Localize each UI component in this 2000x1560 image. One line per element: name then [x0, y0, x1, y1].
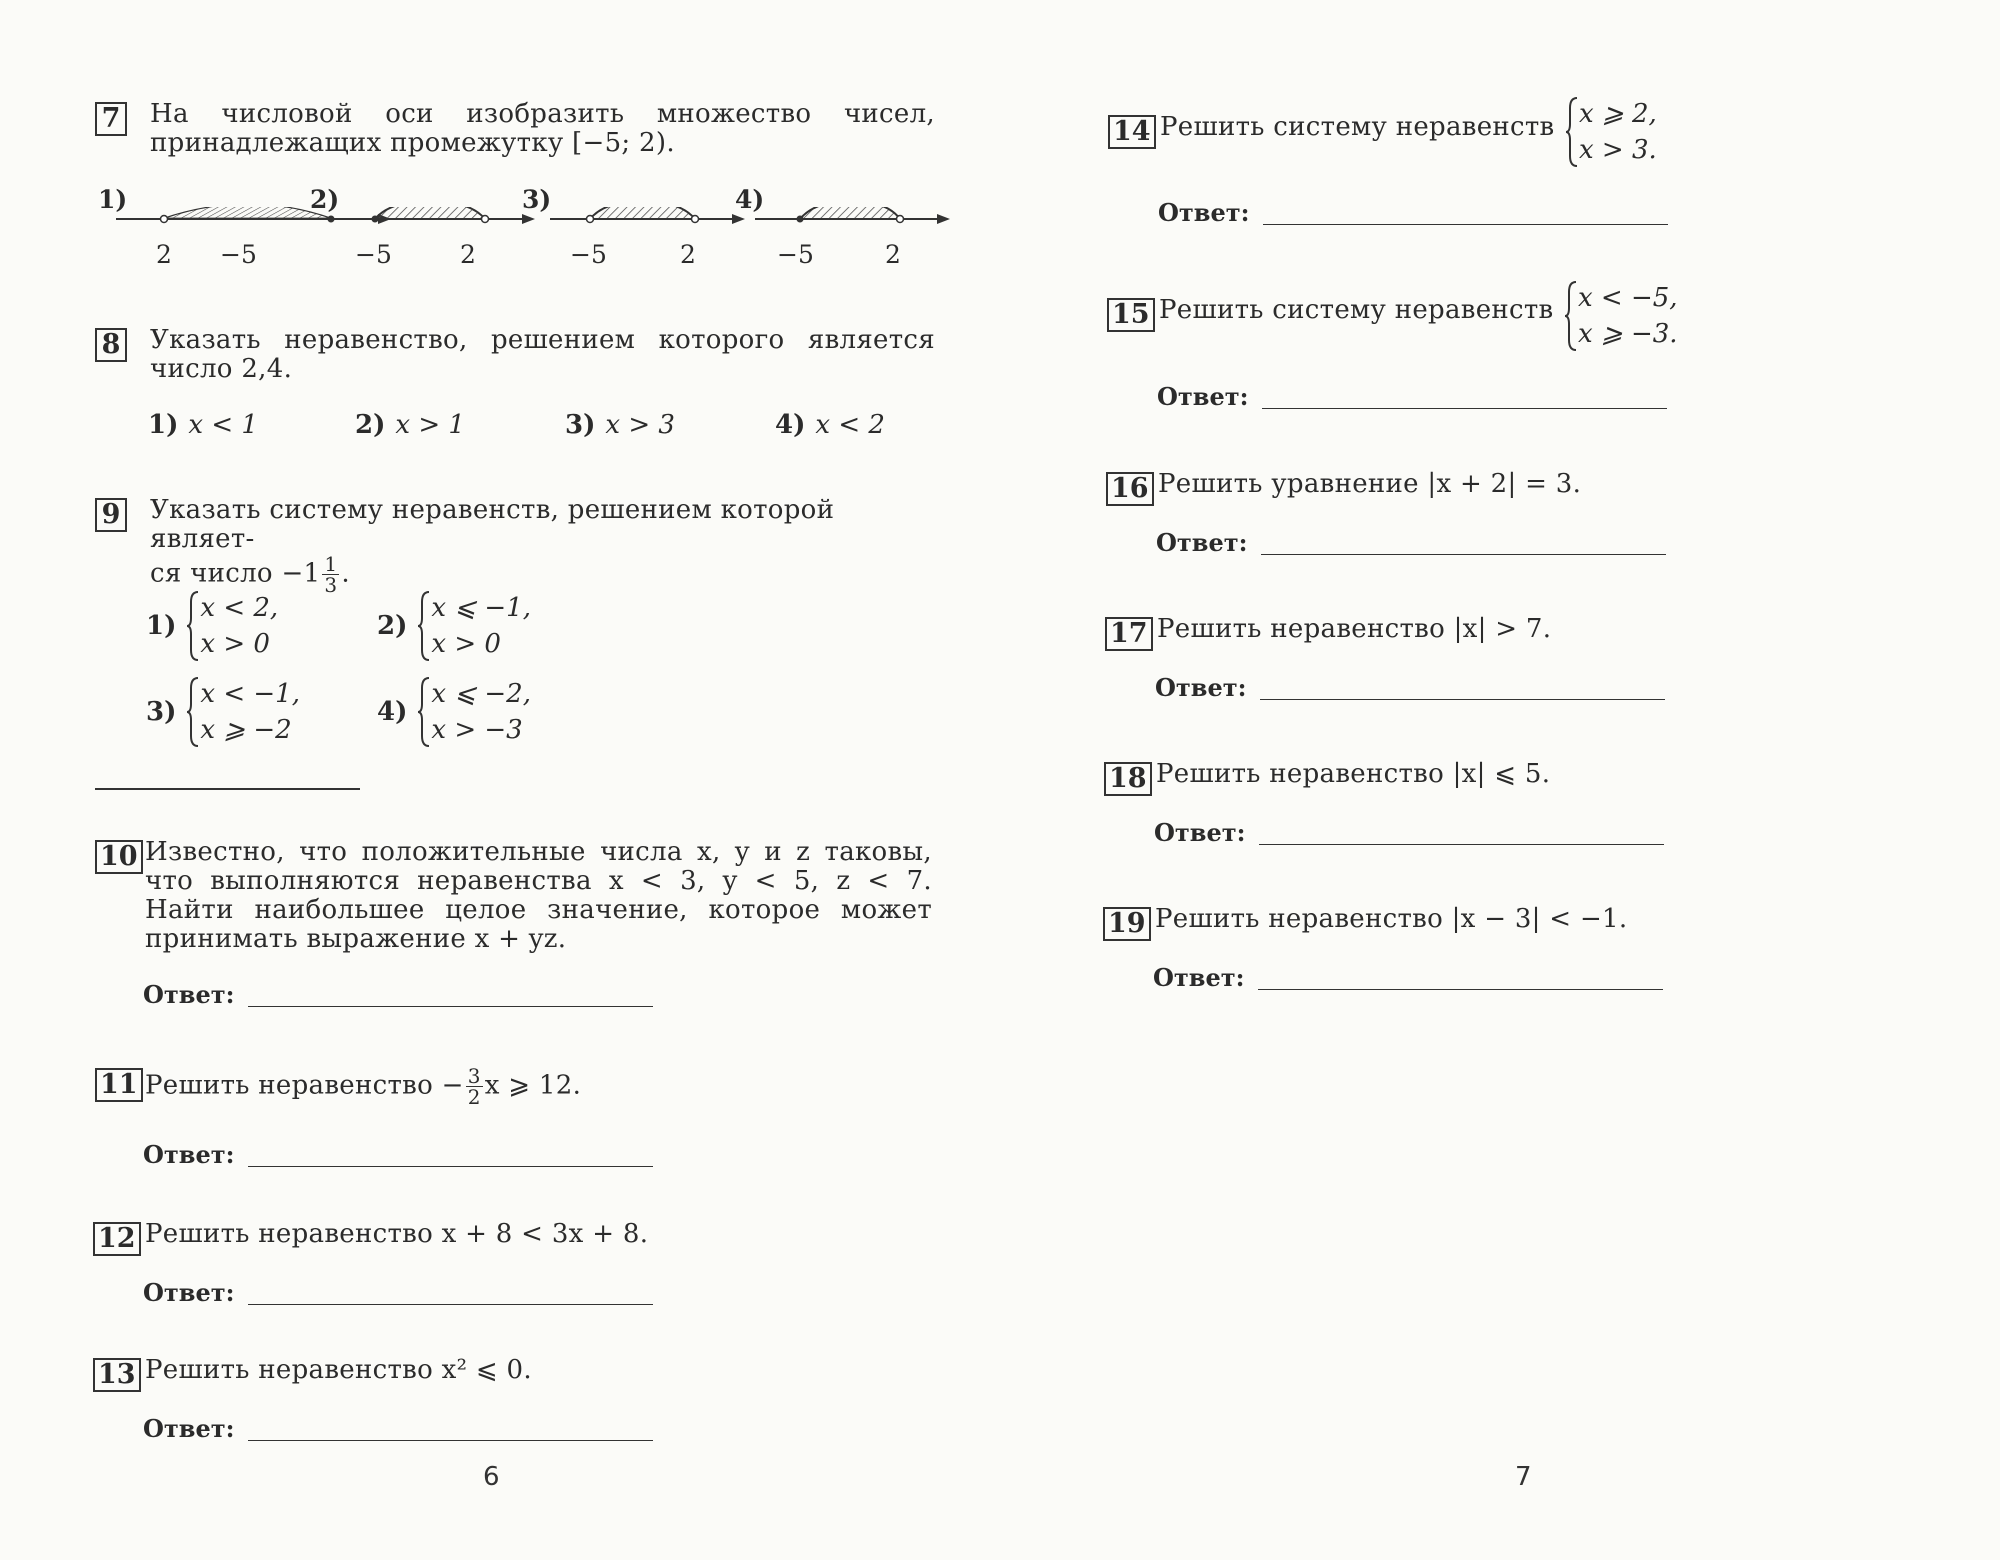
task-number: 9 — [95, 498, 127, 532]
answer-option[interactable] — [775, 410, 885, 440]
answer-option[interactable] — [377, 590, 531, 662]
task-text-line: Указать систему неравенств, решением которой являет- — [150, 495, 835, 554]
answer-label: Ответ: — [1153, 963, 1245, 992]
tick-label: −5 — [355, 240, 392, 269]
option-label: 2) — [355, 410, 386, 440]
answer-option[interactable] — [146, 590, 278, 662]
answer-input-line[interactable] — [1262, 408, 1667, 409]
denominator: 2 — [467, 1085, 481, 1109]
task-text-part: x ⩾ 12. — [484, 1070, 582, 1101]
task-text: Решить неравенство |x| > 7. — [1157, 614, 1552, 644]
option-expression: x < 2 — [815, 410, 885, 440]
tick-label: 2 — [680, 240, 696, 269]
task-number: 19 — [1103, 907, 1151, 941]
numerator: 1 — [324, 552, 338, 576]
task-text-part: Решить неравенство − — [145, 1070, 464, 1101]
task-number: 17 — [1105, 617, 1153, 651]
task-number: 11 — [95, 1068, 143, 1102]
answer-option[interactable] — [565, 410, 675, 440]
answer-input-line[interactable] — [1258, 989, 1663, 990]
tick-label: −5 — [220, 240, 257, 269]
option-label: 3) — [565, 410, 596, 440]
task-text — [150, 496, 935, 595]
tick-label: 2 — [156, 240, 172, 269]
system-line: x ⩾ −2 — [200, 715, 292, 745]
page-number: 7 — [1515, 1462, 1532, 1492]
tick-label: 2 — [885, 240, 901, 269]
task-text: На числовой оси изобразить множество чисел, принадлежащих промежутку [−5; 2). — [150, 99, 935, 158]
brace-icon — [417, 676, 431, 748]
answer-input-line[interactable] — [1259, 844, 1664, 845]
task-number: 18 — [1104, 762, 1152, 796]
answer-label: Ответ: — [1157, 382, 1249, 411]
answer-input-line[interactable] — [248, 1166, 653, 1167]
task-number: 7 — [95, 102, 127, 136]
tick-label: −5 — [570, 240, 607, 269]
task-text: Решить систему неравенств — [1160, 112, 1555, 142]
answer-input-line[interactable] — [248, 1440, 653, 1441]
task-text: Решить неравенство |x − 3| < −1. — [1155, 904, 1628, 934]
answer-option[interactable] — [146, 676, 300, 748]
right-page — [1000, 0, 2000, 1560]
answer-option[interactable] — [377, 676, 531, 748]
option-label: 1) — [98, 185, 128, 214]
brace-icon — [417, 590, 431, 662]
task-text: Известно, что положительные числа x, y и z таковы, что выполняются неравенства x < 3, y < 5, z < 7. Найти наибольшее целое значение, которое может принимать выражение x + yz. — [145, 837, 932, 954]
system-line: x > −3 — [431, 715, 523, 745]
task-number: 10 — [95, 840, 143, 874]
system-line: x > 0 — [200, 629, 270, 659]
option-label: 1) — [148, 410, 179, 440]
answer-label: Ответ: — [1158, 198, 1250, 227]
brace-icon — [186, 676, 200, 748]
answer-input-line[interactable] — [248, 1006, 653, 1007]
task-text-line: ся число −1 — [150, 558, 321, 589]
brace-icon — [186, 590, 200, 662]
answer-input-line[interactable] — [1263, 224, 1668, 225]
system-line: x > 0 — [431, 629, 501, 659]
task-text-end: . — [341, 558, 350, 589]
fraction — [322, 554, 339, 595]
answer-label: Ответ: — [143, 980, 235, 1009]
task-number: 16 — [1106, 472, 1154, 506]
task-text: Решить неравенство x² ⩽ 0. — [145, 1355, 532, 1385]
task-number: 8 — [95, 328, 127, 362]
brace-icon — [1565, 96, 1579, 168]
option-label: 1) — [146, 611, 177, 641]
answer-label: Ответ: — [1156, 528, 1248, 557]
task-text: Решить уравнение |x + 2| = 3. — [1158, 469, 1582, 499]
task-text: Решить систему неравенств — [1159, 295, 1554, 325]
answer-input-line[interactable] — [1260, 699, 1665, 700]
option-expression: x > 3 — [605, 410, 675, 440]
inequality-system — [1564, 280, 1678, 352]
tick-label: 2 — [460, 240, 476, 269]
section-divider — [95, 788, 360, 790]
brace-icon — [1564, 280, 1578, 352]
system-line: x ⩾ −3. — [1578, 319, 1678, 349]
task-text: Указать неравенство, решением которого является число 2,4. — [150, 325, 935, 384]
system-line: x < −5, — [1578, 283, 1678, 313]
numerator: 3 — [467, 1064, 481, 1088]
tick-label: −5 — [777, 240, 814, 269]
task-number: 13 — [93, 1358, 141, 1392]
answer-label: Ответ: — [143, 1414, 235, 1443]
answer-label: Ответ: — [1155, 673, 1247, 702]
task-text — [145, 1066, 581, 1107]
task-text: Решить неравенство |x| ⩽ 5. — [1156, 759, 1551, 789]
option-label: 2) — [310, 185, 340, 214]
option-label: 4) — [735, 185, 765, 214]
option-label: 2) — [377, 611, 408, 641]
system-line: x < −1, — [200, 679, 300, 709]
system-line: x ⩽ −1, — [431, 593, 531, 623]
option-expression: x < 1 — [188, 410, 258, 440]
answer-option[interactable] — [355, 410, 465, 440]
option-label: 3) — [522, 185, 552, 214]
answer-input-line[interactable] — [1261, 554, 1666, 555]
task-number: 15 — [1107, 298, 1155, 332]
fraction — [466, 1066, 483, 1107]
task-text: Решить неравенство x + 8 < 3x + 8. — [145, 1219, 649, 1249]
system-line: x ⩾ 2, — [1579, 99, 1657, 129]
answer-option[interactable] — [148, 410, 258, 440]
option-label: 4) — [775, 410, 806, 440]
denominator: 3 — [324, 573, 338, 597]
answer-label: Ответ: — [143, 1278, 235, 1307]
task-number: 14 — [1108, 115, 1156, 149]
system-line: x ⩽ −2, — [431, 679, 531, 709]
page-number: 6 — [483, 1462, 500, 1492]
system-line: x > 3. — [1579, 135, 1657, 165]
answer-label: Ответ: — [1154, 818, 1246, 847]
inequality-system — [1565, 96, 1657, 168]
option-label: 4) — [377, 697, 408, 727]
option-expression: x > 1 — [395, 410, 465, 440]
answer-input-line[interactable] — [248, 1304, 653, 1305]
system-line: x < 2, — [200, 593, 279, 623]
task-number: 12 — [93, 1222, 141, 1256]
option-label: 3) — [146, 697, 177, 727]
answer-label: Ответ: — [143, 1140, 235, 1169]
